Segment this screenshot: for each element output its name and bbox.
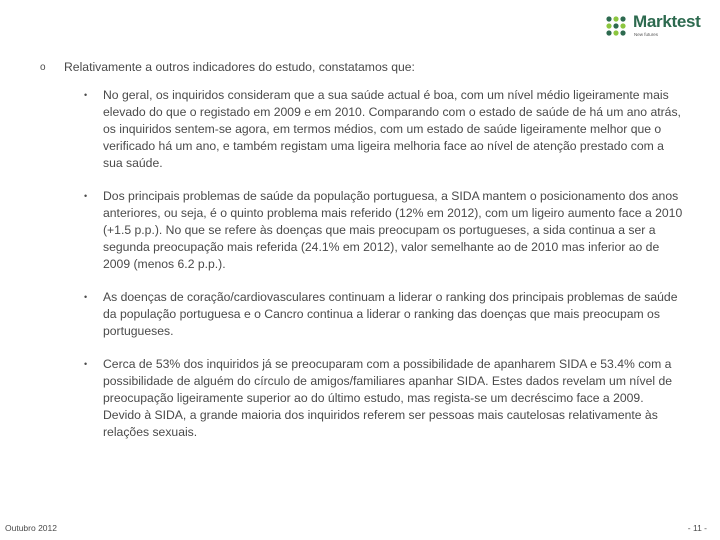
bullet-marker: •: [84, 292, 88, 302]
finding-item: [83, 87, 683, 172]
finding-item: [83, 356, 683, 441]
logo-wordmark: Marktest: [633, 12, 701, 31]
bullet-marker: •: [84, 90, 88, 100]
intro-bullet-marker: o: [40, 62, 46, 73]
finding-item: [83, 289, 683, 340]
findings-list: [83, 87, 683, 457]
bullet-marker: •: [84, 191, 88, 201]
finding-text: No geral, os inquiridos consideram que a sua saúde actual é boa, com um nível médio ligeiramente mais elevado do que o registado em 2009 e em 2010. Comparando com o estado de saúde de há um ano atrás, os inquiridos sentem-se agora, em termos médios, com um estado de saúde ligeiramente melhor que o verificado há um ano, e também registam uma ligeira melhoria face ao nível de atenção prestado com a sua saúde.: [103, 88, 681, 170]
page-number: - 11 -: [687, 523, 707, 533]
footer-date: Outubro 2012: [5, 523, 57, 533]
marktest-logo-icon: [604, 14, 630, 40]
finding-text: Dos principais problemas de saúde da população portuguesa, a SIDA mantem o posicionamento dos anos anteriores, ou seja, é o quinto problema mais referido (12% em 2012), com um ligeiro aumento face a 2010 (+1.5 p.p.). No que se refere às doenças que mais preocupam os portugueses, a sida continua a ser a segunda preocupação mais referida (24.1% em 2012), valor semelhante ao de 2010 mas inferior ao de 2009 (menos 6.2 p.p.).: [103, 189, 683, 271]
finding-text: Cerca de 53% dos inquiridos já se preocuparam com a possibilidade de apanharem SIDA e 53.4% com a possibilidade de alguém do círculo de amigos/familiares apanhar SIDA. Estes dados revelam um nível de preocupação ligeiramente superior ao do último estudo, mas regista-se um decréscimo face a 2009. Devido à SIDA, a grande maioria dos inquiridos referem ser pessoas mais cautelosas relativamente às relações sexuais.: [103, 357, 673, 439]
finding-text: As doenças de coração/cardiovasculares continuam a liderar o ranking dos principais problemas de saúde da população portuguesa e o Cancro continua a liderar o ranking das doenças que mais preocupam os portugueses.: [103, 290, 678, 338]
logo-tagline: New futures: [634, 32, 659, 37]
intro-text: Relativamente a outros indicadores do estudo, constatamos que:: [64, 60, 415, 74]
finding-item: [83, 188, 683, 273]
marktest-logo: [604, 12, 708, 42]
bullet-marker: •: [84, 359, 88, 369]
